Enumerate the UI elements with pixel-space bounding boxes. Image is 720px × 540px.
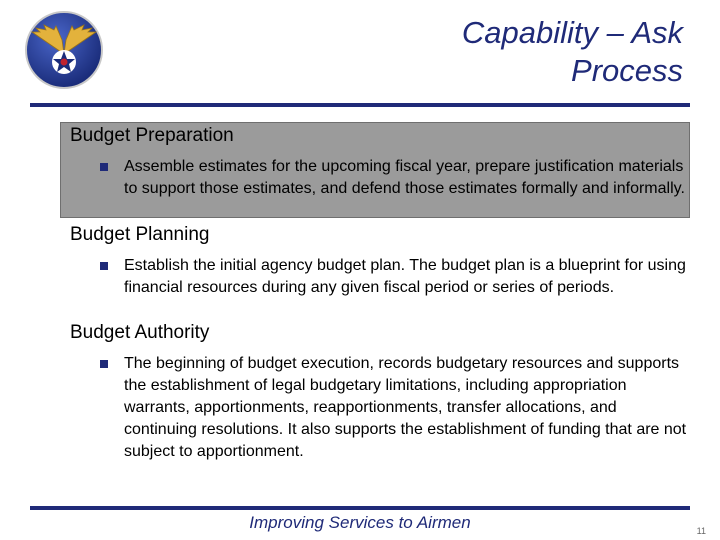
slide-title bbox=[263, 14, 683, 90]
square-bullet-icon bbox=[100, 163, 108, 171]
air-force-logo-icon bbox=[24, 10, 104, 90]
section-heading: Budget Preparation bbox=[70, 125, 234, 146]
section-heading: Budget Authority bbox=[70, 322, 210, 343]
bullet-text: Assemble estimates for the upcoming fiscal year, prepare justification materials to support those estimates, and defend those estimates formally and informally. bbox=[124, 158, 685, 197]
square-bullet-icon bbox=[100, 262, 108, 270]
slide-title-line-1: Capability – Ask bbox=[461, 15, 683, 50]
footer-divider bbox=[30, 506, 690, 510]
bullet-text: The beginning of budget execution, records budgetary resources and supports the establishment of legal budgetary limitations, including appropriation warrants, apportionments, reapportionments, transfer allocations, and continuing resolutions. It also supports the establishment of funding that are not subject to apportionment. bbox=[124, 355, 687, 460]
footer-tagline: Improving Services to Airmen bbox=[249, 513, 471, 532]
square-bullet-icon bbox=[100, 360, 108, 368]
page-number: 11 bbox=[696, 526, 706, 536]
section-heading: Budget Planning bbox=[70, 224, 210, 245]
bullet-text: Establish the initial agency budget plan. The budget plan is a blueprint for using financial resources during any given fiscal period or series of periods. bbox=[124, 257, 686, 296]
section-budget-preparation bbox=[70, 125, 690, 200]
bullet-item bbox=[70, 156, 690, 200]
header-divider bbox=[30, 103, 690, 107]
section-budget-planning bbox=[70, 224, 690, 299]
bullet-item bbox=[70, 353, 690, 463]
bullet-item bbox=[70, 255, 690, 299]
section-budget-authority bbox=[70, 322, 690, 463]
slide-title-line-2: Process bbox=[571, 53, 683, 88]
